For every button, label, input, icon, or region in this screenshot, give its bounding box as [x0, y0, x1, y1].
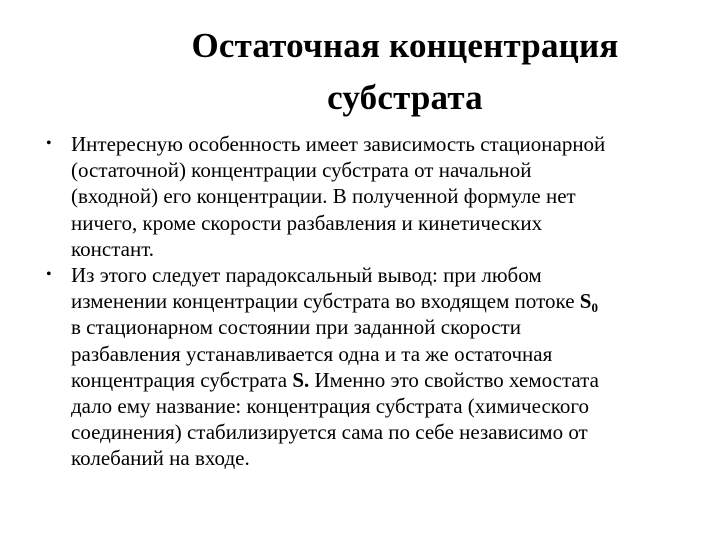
bullet-1-line-1: Интересную особенность имеет зависимость стационарной — [71, 132, 606, 156]
substrate-input-letter: S — [579, 289, 592, 314]
bullet-2-line-5-text: концентрация субстрата — [71, 367, 293, 392]
title-line-2: субстрата — [327, 78, 483, 117]
bullet-1-line-2: (остаточной) концентрации субстрата от начальной — [71, 158, 532, 183]
bullet-marker-1: • — [46, 135, 52, 152]
bullet-1-line-4: ничего, кроме скорости разбавления и кинетических — [71, 210, 543, 235]
bullet-2-line-6: дало ему название: концентрация субстрата (химического — [71, 394, 589, 419]
bullet-1-line-5: констант. — [71, 236, 155, 261]
substrate-residual-symbol: S. — [292, 367, 310, 392]
title-line-1: Остаточная концентрация — [191, 26, 619, 65]
bullet-marker-2: • — [46, 266, 52, 284]
bullet-2-line-2-text: изменении концентрации субстрата во входящем потоке — [71, 289, 580, 314]
bullet-2-line-2 — [71, 288, 706, 314]
bullet-2-line-8: колебаний на входе. — [71, 446, 250, 471]
bullet-item-2 — [46, 262, 706, 472]
bullet-2-line-5-rest: Именно это свойство хемостата — [309, 367, 599, 392]
substrate-input-subscript: 0 — [591, 300, 598, 316]
substrate-input-symbol — [579, 289, 598, 316]
bullet-1-line-3: (входной) его концентрации. В полученной формуле нет — [71, 184, 576, 209]
bullet-2-line-1: Из этого следует парадоксальный вывод: при любом — [71, 263, 542, 288]
bullet-2-line-4: разбавления устанавливается одна и та же остаточная — [71, 341, 553, 366]
bullet-2-line-3: в стационарном состоянии при заданной скорости — [71, 315, 521, 340]
bullet-list — [46, 131, 706, 472]
bullet-2-line-5 — [71, 367, 706, 393]
slide-title — [40, 20, 720, 124]
bullet-item-1 — [46, 131, 706, 262]
bullet-2-line-7: соединения) стабилизируется сама по себе независимо от — [71, 420, 588, 445]
